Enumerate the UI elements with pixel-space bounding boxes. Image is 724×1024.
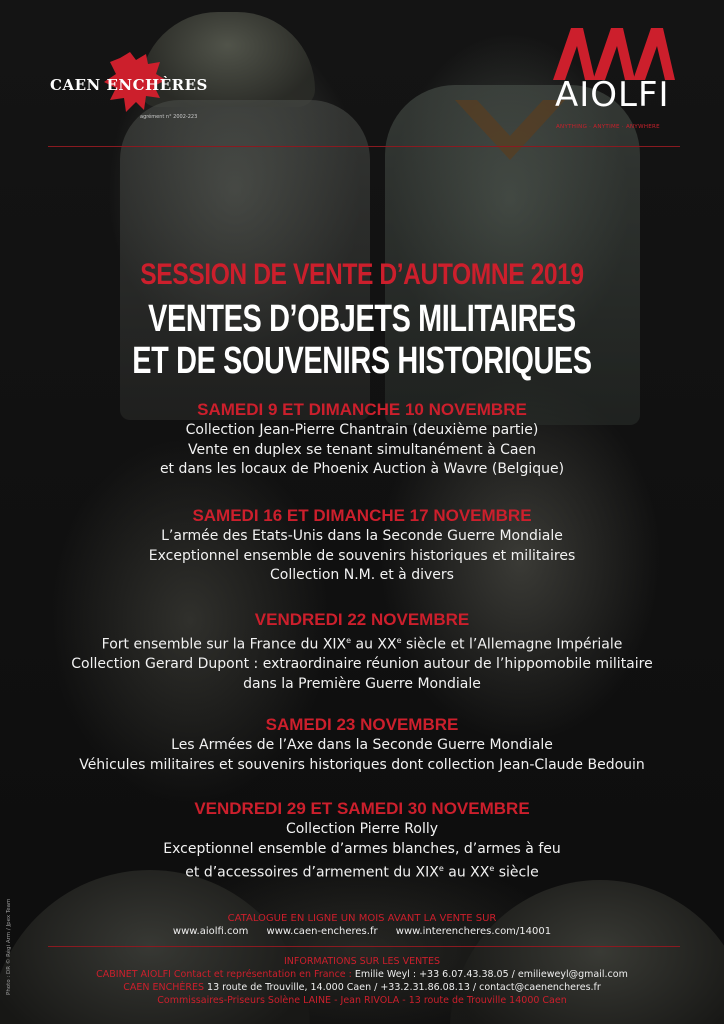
event-date: SAMEDI 16 ET DIMANCHE 17 NOVEMBRE	[192, 506, 532, 525]
link-caen-encheres[interactable]: www.caen-encheres.fr	[266, 926, 378, 937]
event-line: dans la Première Guerre Mondiale	[243, 675, 481, 692]
aiolfi-tagline: ANYTHING · ANYTIME · ANYWHERE	[556, 124, 660, 130]
caen-encheres-logo-text: CAEN ENCHÈRES	[50, 76, 208, 94]
aaa-logo-icon	[553, 28, 675, 80]
session-title: SESSION DE VENTE D’AUTOMNE 2019	[140, 258, 584, 291]
main-title-line1: VENTES D’OBJETS MILITAIRES	[148, 298, 576, 340]
event-line: et d’accessoires d’armement du XIXe au XXe siècle	[185, 864, 539, 881]
event-line: Vente en duplex se tenant simultanément à Caen	[188, 441, 536, 458]
event-line: Véhicules militaires et souvenirs historiques dont collection Jean-Claude Bedouin	[79, 756, 645, 773]
event-block-4	[0, 714, 724, 775]
event-date: SAMEDI 9 ET DIMANCHE 10 NOVEMBRE	[197, 400, 527, 419]
event-date: VENDREDI 29 ET SAMEDI 30 NOVEMBRE	[194, 799, 530, 818]
event-line: Exceptionnel ensemble d’armes blanches, d’armes à feu	[163, 840, 561, 857]
info-caen-contact: CAEN ENCHÈRES 13 route de Trouville, 14.000 Caen / +33.2.31.86.08.13 / contact@caenencheres.fr	[123, 982, 601, 993]
agrement-number: agrément n° 2002-223	[140, 114, 198, 120]
aiolfi-logo-text: AIOLFI	[555, 75, 670, 115]
event-date: VENDREDI 22 NOVEMBRE	[254, 610, 470, 629]
link-aiolfi[interactable]: www.aiolfi.com	[172, 926, 249, 937]
event-line: Fort ensemble sur la France du XIXe au XXe siècle et l’Allemagne Impériale	[101, 636, 623, 653]
photo-credit: Photo : DR © Régi Arm / Jpex Team	[6, 898, 12, 995]
event-line: Collection Pierre Rolly	[285, 821, 439, 837]
info-commissaires: Commissaires-Priseurs Solène LAINE - Jean RIVOLA - 13 route de Trouville 14000 Caen	[157, 995, 567, 1006]
event-block-1	[0, 399, 724, 480]
link-interencheres[interactable]: www.interencheres.com/14001	[395, 926, 552, 937]
footer-divider	[48, 946, 680, 947]
info-aiolfi-contact: CABINET AIOLFI Contact et représentation en France : Emilie Weyl : +33 6.07.43.38.05 / emilieweyl@gmail.com	[96, 969, 628, 980]
event-block-2	[0, 505, 724, 586]
event-line: Collection Jean-Pierre Chantrain (deuxième partie)	[185, 422, 539, 438]
header-divider	[48, 146, 680, 147]
info-label: INFORMATIONS SUR LES VENTES	[283, 956, 441, 967]
event-line: Les Armées de l’Axe dans la Seconde Guerre Mondiale	[171, 737, 553, 753]
event-date: SAMEDI 23 NOVEMBRE	[265, 715, 459, 734]
event-line: Collection Gerard Dupont : extraordinaire réunion autour de l’hippomobile militaire	[71, 656, 653, 673]
event-line: Collection N.M. et à divers	[270, 567, 454, 583]
catalogue-label: CATALOGUE EN LIGNE UN MOIS AVANT LA VENTE SUR	[227, 913, 497, 924]
event-block-3	[0, 609, 724, 694]
catalogue-links	[0, 926, 724, 937]
event-block-5	[0, 798, 724, 883]
event-line: L’armée des Etats-Unis dans la Seconde Guerre Mondiale	[161, 528, 563, 544]
main-title-line2: ET DE SOUVENIRS HISTORIQUES	[132, 340, 592, 382]
event-line: et dans les locaux de Phoenix Auction à Wavre (Belgique)	[159, 461, 565, 477]
event-line: Exceptionnel ensemble de souvenirs historiques et militaires	[148, 547, 576, 564]
